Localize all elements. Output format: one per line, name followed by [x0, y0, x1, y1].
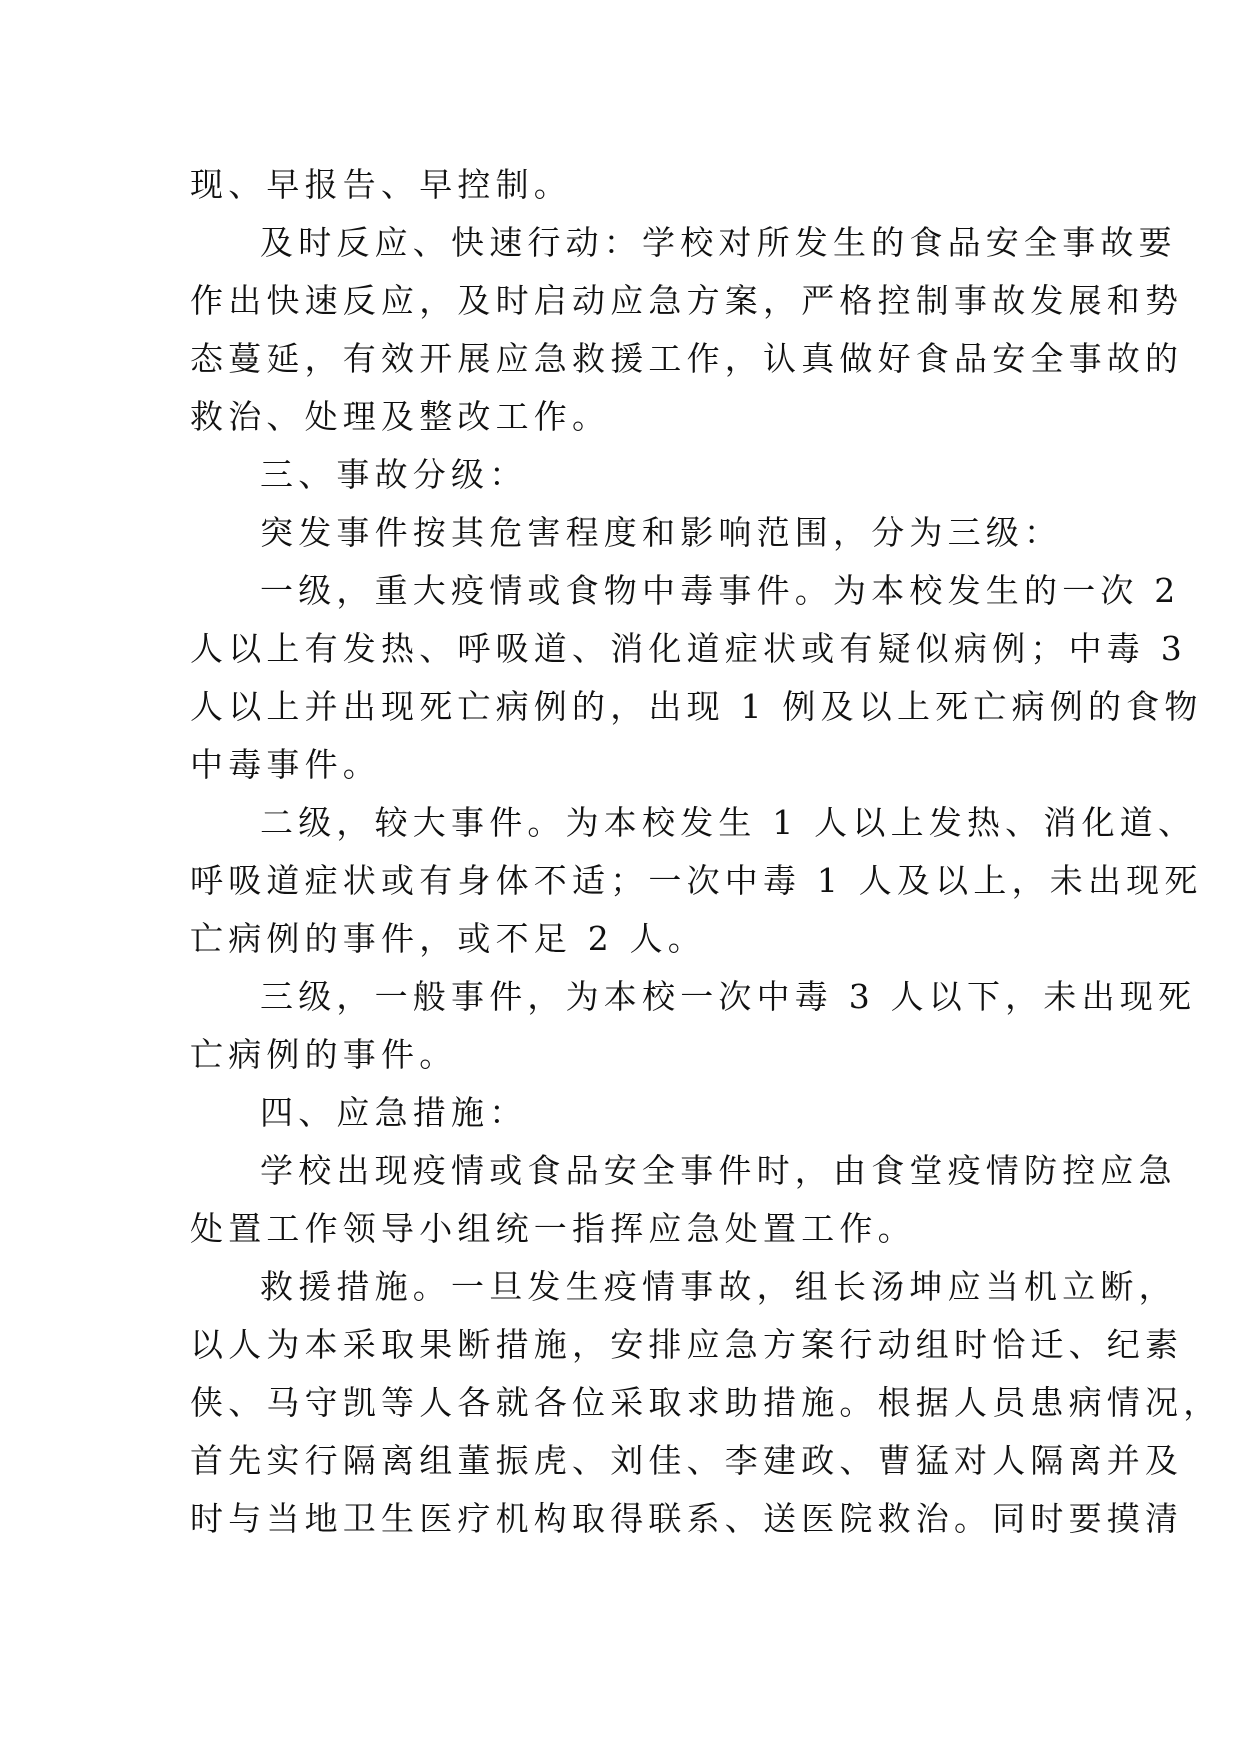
text-line: 亡病例的事件，或不足 2 人。	[190, 919, 706, 958]
text-line: 现、早报告、早控制。	[190, 165, 572, 204]
text-line: 救治、处理及整改工作。	[190, 397, 611, 436]
text-line: 时与当地卫生医疗机构取得联系、送医院救治。同时要摸清	[190, 1499, 1184, 1538]
text-line: 人以上有发热、呼吸道、消化道症状或有疑似病例；中毒 3	[190, 629, 1187, 668]
text-line: 三、事故分级：	[260, 455, 528, 494]
text-line: 作出快速反应，及时启动应急方案，严格控制事故发展和势	[190, 281, 1184, 320]
text-line: 二级，较大事件。为本校发生 1 人以上发热、消化道、	[260, 803, 1197, 842]
text-line: 侠、马守凯等人各就各位采取求助措施。根据人员患病情况，	[190, 1383, 1222, 1422]
document-body	[190, 156, 1222, 1548]
text-line: 及时反应、快速行动：学校对所发生的食品安全事故要	[260, 223, 1177, 262]
text-line: 态蔓延，有效开展应急救援工作，认真做好食品安全事故的	[190, 339, 1184, 378]
text-line: 三级，一般事件，为本校一次中毒 3 人以下，未出现死	[260, 977, 1197, 1016]
text-line: 一级，重大疫情或食物中毒事件。为本校发生的一次 2	[260, 571, 1181, 610]
text-line: 四、应急措施：	[260, 1093, 528, 1132]
text-line: 突发事件按其危害程度和影响范围，分为三级：	[260, 513, 1063, 552]
text-line: 亡病例的事件。	[190, 1035, 458, 1074]
text-line: 中毒事件。	[190, 745, 381, 784]
text-line: 首先实行隔离组董振虎、刘佳、李建政、曹猛对人隔离并及	[190, 1441, 1184, 1480]
text-line: 以人为本采取果断措施，安排应急方案行动组时恰迁、纪素	[190, 1325, 1184, 1364]
text-line: 救援措施。一旦发生疫情事故，组长汤坤应当机立断，	[260, 1267, 1177, 1306]
text-line: 学校出现疫情或食品安全事件时，由食堂疫情防控应急	[260, 1151, 1177, 1190]
text-line: 人以上并出现死亡病例的，出现 1 例及以上死亡病例的食物	[190, 687, 1203, 726]
text-line: 处置工作领导小组统一指挥应急处置工作。	[190, 1209, 916, 1248]
text-line: 呼吸道症状或有身体不适；一次中毒 1 人及以上，未出现死	[190, 861, 1203, 900]
